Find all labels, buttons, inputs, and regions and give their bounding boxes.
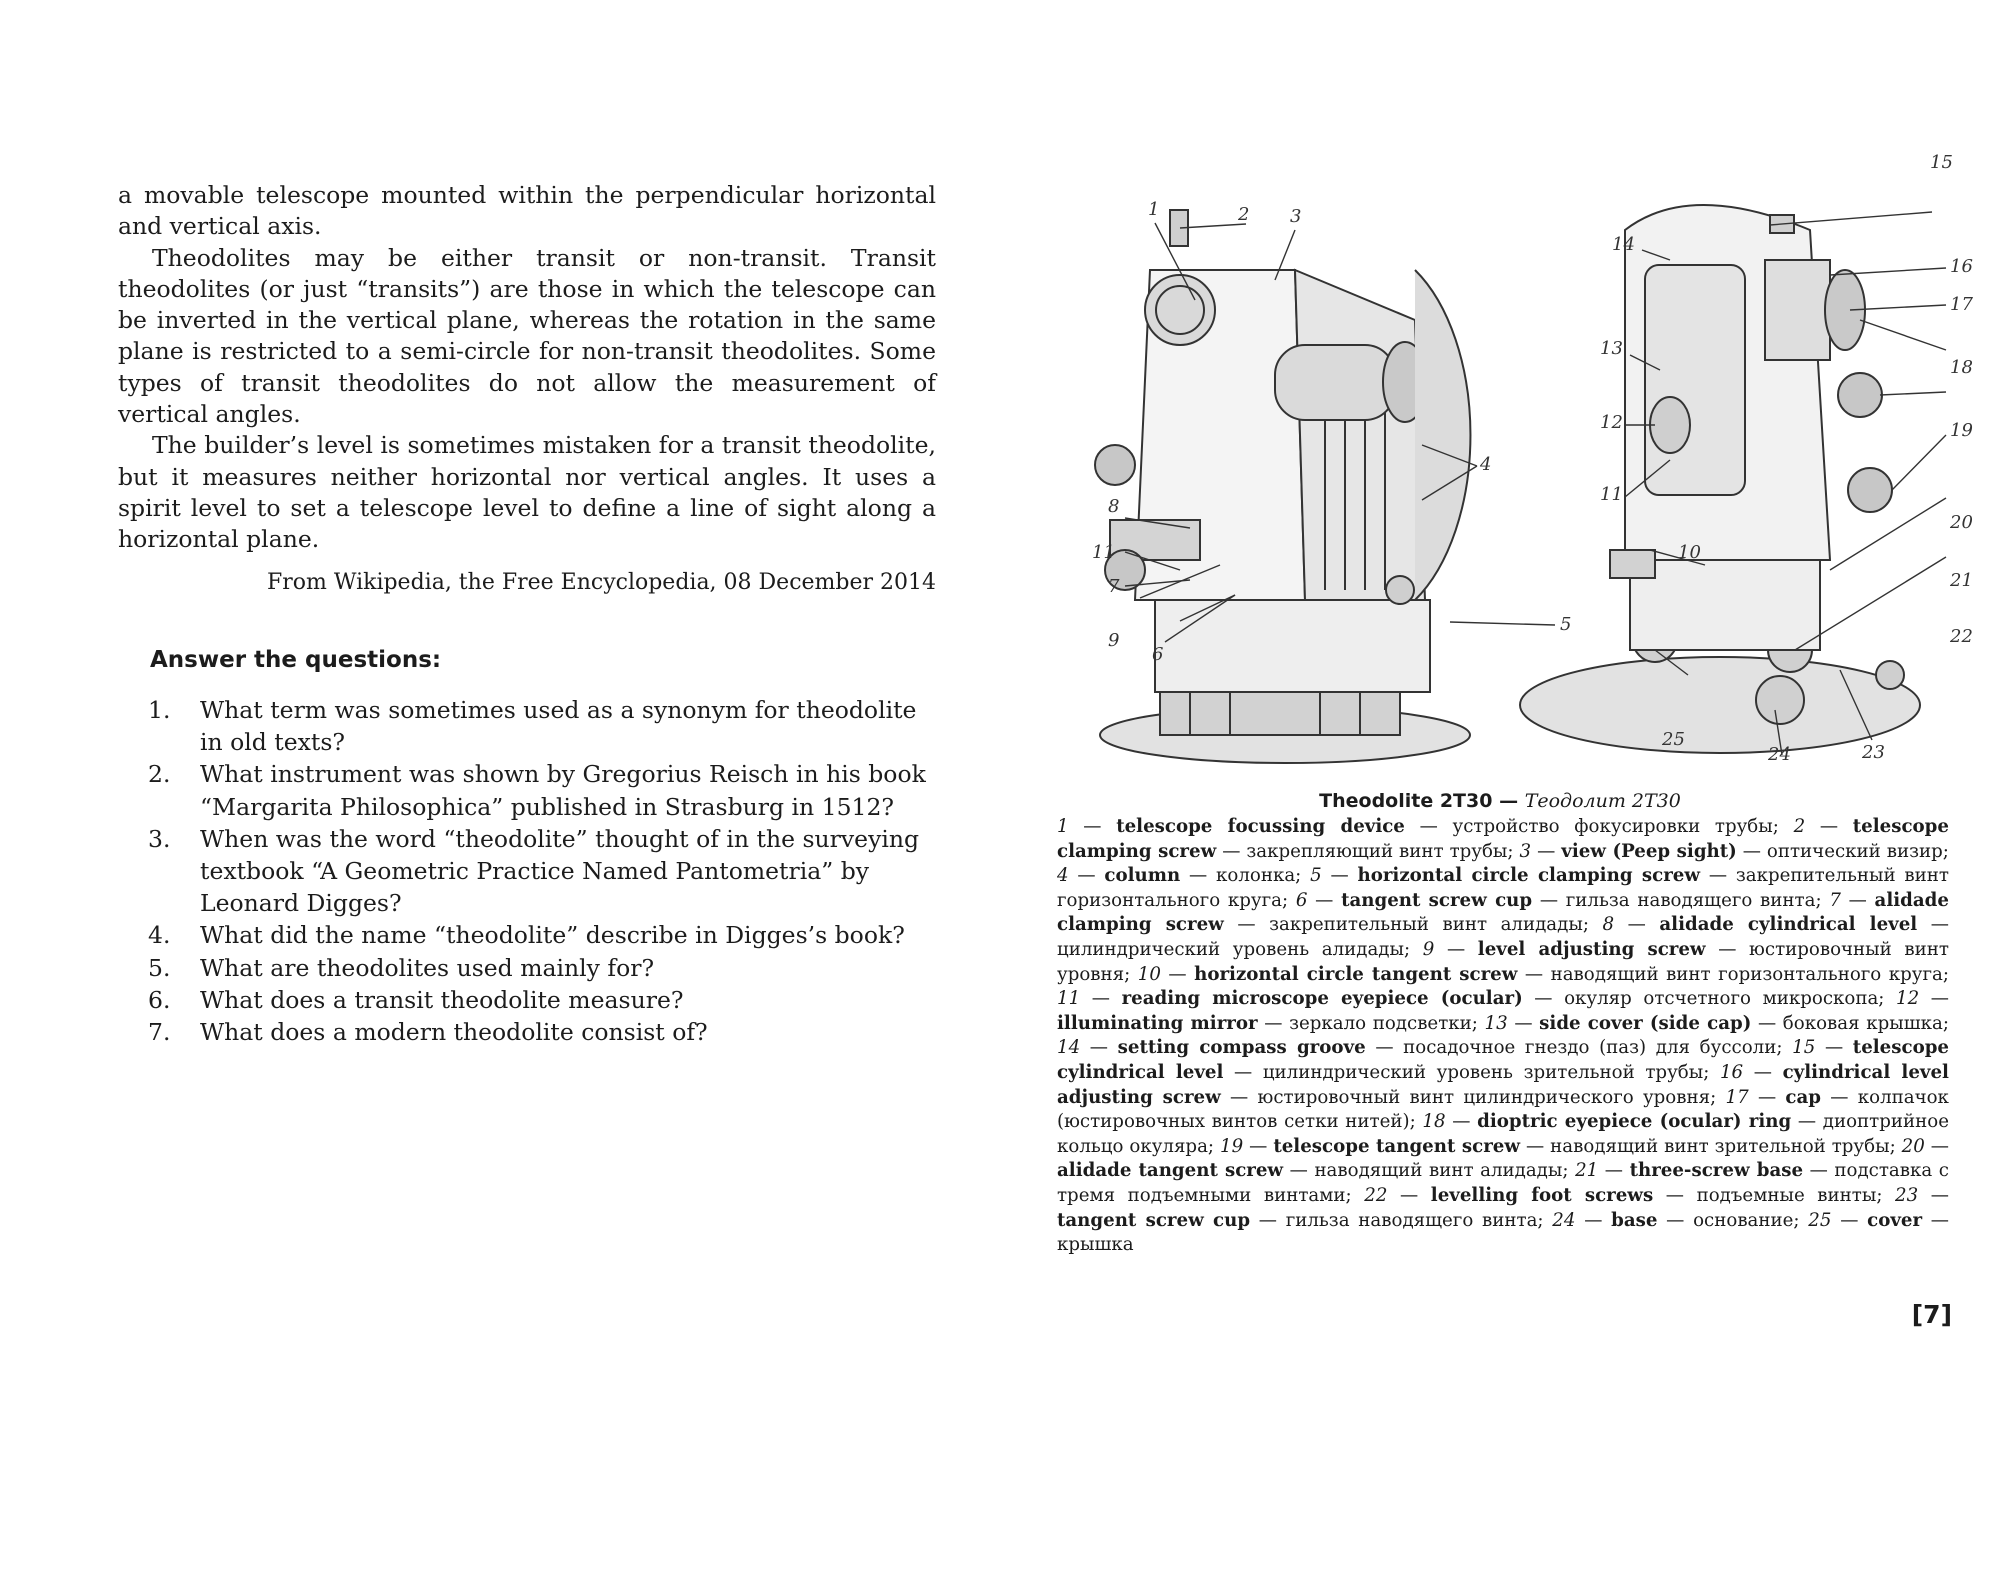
legend-term: telescope clamping screw <box>1057 816 1949 862</box>
paragraph-1: a movable telescope mounted within the perpendicular horizontal and vertical axis. <box>118 181 936 241</box>
legend-entry: 4 — column — колонка; <box>1057 865 1311 887</box>
legend-number: 7 <box>1829 889 1841 911</box>
legend-entry: 7 — alidade clamping screw — закрепительный винт алидады; <box>1057 889 1949 936</box>
legend-term: dioptric eyepiece (ocular) ring <box>1477 1111 1792 1133</box>
source-citation: From Wikipedia, the Free Encyclopedia, 08 December 2014 <box>266 570 936 595</box>
question-number: 3. <box>148 824 171 853</box>
legend-number: 25 <box>1808 1209 1832 1231</box>
question-number: 2. <box>148 760 171 789</box>
callout-8: 8 <box>1108 496 1120 517</box>
legend-term: reading microscope eyepiece (ocular) <box>1121 988 1523 1010</box>
callout-1: 1 <box>1148 199 1160 220</box>
right-page <box>1000 0 2000 1594</box>
legend-translation: зеркало подсветки <box>1289 1012 1472 1034</box>
legend-entry: 20 — alidade tangent screw — наводящий винт алидады; <box>1057 1135 1949 1182</box>
callout-20: 20 <box>1950 512 1973 533</box>
legend-translation: устройство фокусировки трубы <box>1452 816 1773 837</box>
callout-4: 4 <box>1480 454 1492 475</box>
legend-term: telescope tangent screw <box>1273 1135 1520 1157</box>
legend-entry: 24 — base — основание; <box>1552 1209 1809 1231</box>
callout-12: 12 <box>1600 412 1623 433</box>
legend-number: 2 <box>1793 816 1806 837</box>
back-base-plate <box>1520 657 1920 753</box>
legend-term: horizontal circle tangent screw <box>1194 963 1518 985</box>
legend-term: tangent screw cup <box>1057 1209 1251 1231</box>
question-number: 1. <box>148 696 171 724</box>
legend-entry: 14 — setting compass groove — посадочное гнездо (паз) для буссоли; <box>1057 1037 1793 1059</box>
legend-entry: 1 — telescope focussing device — устройство фокусировки трубы; <box>1057 816 1794 837</box>
caption-separator: — <box>1492 790 1525 812</box>
legend-number: 10 <box>1137 963 1161 985</box>
question-item <box>148 952 938 984</box>
theodolite-back-view <box>1520 205 1920 753</box>
legend-term: telescope focussing device <box>1116 816 1405 837</box>
legend-translation: наводящий винт зрительной трубы <box>1550 1135 1890 1157</box>
legend-entry: 18 — dioptric eyepiece (ocular) ring — диоптрийное кольцо окуляра; <box>1057 1111 1949 1157</box>
legend-translation: гильза наводящего винта <box>1565 889 1816 911</box>
vertical-circle-housing <box>1415 270 1470 600</box>
callout-25: 25 <box>1662 729 1685 750</box>
legend-entry: 6 — tangent screw cup — гильза наводящего винта; <box>1295 889 1830 911</box>
theodolite-front-view <box>1095 210 1470 763</box>
question-item <box>148 694 938 758</box>
caption-russian: Теодолит 2Т30 <box>1524 790 1681 812</box>
legend-number: 3 <box>1519 840 1532 862</box>
legend-entry: 11 — reading microscope eyepiece (ocular) — окуляр отсчетного микроскопа; <box>1057 988 1897 1010</box>
caption-english: Theodolite 2T30 <box>1319 790 1493 812</box>
legend-entry: 2 — telescope clamping screw — закрепляющий винт трубы; <box>1057 816 1949 862</box>
legend-number: 5 <box>1310 865 1322 887</box>
callout-2: 2 <box>1238 204 1250 225</box>
question-item <box>148 919 938 951</box>
legend-entry: 23 — tangent screw cup — гильза наводящего винта; <box>1057 1184 1949 1231</box>
legend-translation: подъемные винты <box>1696 1184 1877 1206</box>
legend-number: 20 <box>1901 1135 1925 1157</box>
legend-entry: 13 — side cover (side cap) — боковая крышка; <box>1484 1012 1949 1034</box>
legend-number: 12 <box>1896 988 1920 1010</box>
legend-entry: 3 — view (Peep sight) — оптический визир; <box>1519 840 1949 862</box>
legend-term: level adjusting screw <box>1477 938 1706 960</box>
callout-7: 7 <box>1108 576 1120 597</box>
legend-translation: крышка <box>1057 1234 1134 1256</box>
legend-number: 1 <box>1057 816 1069 837</box>
legend-translation: основание <box>1693 1209 1794 1231</box>
legend-entry: 8 — alidade cylindrical level — цилиндрический уровень алидады; <box>1057 914 1949 960</box>
legend-entry: 17 — cap — колпачок (юстировочных винтов сетки нитей); <box>1057 1086 1949 1133</box>
legend-translation: наводящий винт алидады <box>1314 1160 1563 1182</box>
callout-23: 23 <box>1862 742 1885 763</box>
legend-number: 11 <box>1057 988 1081 1010</box>
legend-number: 22 <box>1364 1184 1388 1206</box>
back-three-screw-base <box>1630 560 1820 650</box>
legend-term: three-screw base <box>1629 1160 1804 1182</box>
legend-number: 9 <box>1422 938 1435 960</box>
callout-5: 5 <box>1560 614 1572 635</box>
legend-number: 19 <box>1220 1135 1244 1157</box>
legend-number: 21 <box>1575 1160 1599 1182</box>
theodolite-drawing <box>1070 152 1990 770</box>
legend-number: 16 <box>1719 1061 1744 1083</box>
legend-translation: юстировочный винт уровня <box>1057 938 1949 985</box>
legend-translation: закрепительный винт горизонтального круга <box>1057 865 1949 911</box>
telescope <box>1275 345 1395 420</box>
legend-translation: закрепляющий винт трубы <box>1246 840 1508 862</box>
question-number: 4. <box>148 921 171 950</box>
questions-heading: Answer the questions: <box>150 647 442 673</box>
legend-translation: подставка с тремя подъемными винтами <box>1057 1160 1949 1206</box>
legend-number: 23 <box>1895 1184 1919 1206</box>
callout-9: 9 <box>1108 630 1120 651</box>
question-text: What did the name “theodolite” describe in Digges’s book? <box>200 921 905 950</box>
question-text: What instrument was shown by Gregorius Reisch in his book “Margarita Philosophica” published in Strasburg in 1512? <box>200 760 926 821</box>
legend-translation: колонка <box>1216 865 1296 887</box>
side-cover <box>1645 265 1745 495</box>
legend-number: 8 <box>1602 914 1615 936</box>
page-number: [7] <box>1911 1300 1952 1329</box>
legend-entry: 12 — illuminating mirror — зеркало подсветки; <box>1057 988 1949 1034</box>
telescope-back <box>1765 260 1830 360</box>
callout-15: 15 <box>1930 152 1953 173</box>
legend-number: 15 <box>1792 1037 1816 1059</box>
legend-translation: цилиндрический уровень зрительной трубы <box>1262 1061 1704 1083</box>
callout-22: 22 <box>1950 626 1973 647</box>
question-number: 6. <box>148 985 171 1014</box>
legend-translation: колпачок (юстировочных винтов сетки нитей) <box>1057 1086 1949 1133</box>
question-text: What does a modern theodolite consist of? <box>200 1018 708 1047</box>
legend-term: cylindrical level adjusting screw <box>1057 1061 1949 1108</box>
legend-translation: оптический визир <box>1766 840 1943 862</box>
callout-16: 16 <box>1950 256 1973 277</box>
callout-21: 21 <box>1950 570 1973 591</box>
legend-entry: 9 — level adjusting screw — юстировочный винт уровня; <box>1057 938 1949 985</box>
legend-term: cover <box>1867 1209 1923 1231</box>
question-item <box>148 758 938 822</box>
legend-number: 14 <box>1057 1037 1081 1059</box>
legend-number: 6 <box>1295 889 1308 911</box>
legend-entry: 19 — telescope tangent screw — наводящий винт зрительной трубы; <box>1220 1135 1902 1157</box>
paragraph-3: The builder’s level is sometimes mistaken for a transit theodolite, but it measures neither horizontal nor vertical angles. It uses a spirit level to set a telescope level to define a line of sight along a horizontal plane. <box>118 431 936 554</box>
legend-translation: юстировочный винт цилиндрического уровня <box>1257 1086 1711 1108</box>
question-list <box>148 694 938 1048</box>
callout-6: 6 <box>1152 644 1164 665</box>
legend-entry: 25 — cover — крышка <box>1057 1209 1949 1256</box>
callout-18: 18 <box>1950 357 1973 378</box>
legend-term: illuminating mirror <box>1057 1012 1258 1034</box>
callout-14: 14 <box>1612 234 1635 255</box>
legend-term: cap <box>1785 1086 1821 1108</box>
question-text: What does a transit theodolite measure? <box>200 985 684 1014</box>
legend-entry: 21 — three-screw base — подставка с тремя подъемными винтами; <box>1057 1160 1949 1206</box>
legend-term: levelling foot screws <box>1430 1184 1654 1206</box>
legend-term: setting compass groove <box>1117 1037 1366 1059</box>
legend-number: 13 <box>1484 1012 1508 1034</box>
legend-entry: 22 — levelling foot screws — подъемные винты; <box>1364 1184 1896 1206</box>
question-item <box>148 984 938 1016</box>
theodolite-figure <box>1070 152 1990 770</box>
callout-24: 24 <box>1768 744 1791 765</box>
question-item <box>148 1016 938 1048</box>
legend-translation: цилиндрический уровень алидады <box>1057 938 1404 960</box>
legend-translation: боковая крышка <box>1782 1012 1943 1034</box>
legend-translation: гильза наводящего винта <box>1285 1209 1538 1231</box>
legend-translation: наводящий винт горизонтального круга <box>1550 963 1943 985</box>
callout-17: 17 <box>1950 294 1973 315</box>
figure-caption <box>1000 790 2000 812</box>
legend-term: base <box>1611 1209 1658 1231</box>
question-text: What are theodolites used mainly for? <box>200 953 655 982</box>
legend-translation: посадочное гнездо (паз) для буссоли <box>1403 1037 1777 1059</box>
question-number: 5. <box>148 953 171 982</box>
question-number: 7. <box>148 1018 171 1047</box>
callout-11: 11 <box>1092 542 1115 563</box>
legend-term: alidade cylindrical level <box>1659 914 1918 936</box>
parts-legend <box>1057 815 1949 1258</box>
column <box>1295 270 1425 600</box>
legend-number: 4 <box>1057 865 1069 887</box>
levelling-screws <box>1160 690 1400 735</box>
article-body <box>118 180 936 556</box>
legend-translation: закрепительный винт алидады <box>1269 914 1583 936</box>
legend-entry: 10 — horizontal circle tangent screw — наводящий винт горизонтального круга; <box>1137 963 1949 985</box>
question-item <box>148 823 938 920</box>
legend-term: column <box>1104 865 1181 887</box>
legend-entry: 15 — telescope cylindrical level — цилиндрический уровень зрительной трубы; <box>1057 1037 1949 1083</box>
legend-term: alidade clamping screw <box>1057 889 1949 936</box>
question-text: What term was sometimes used as a synonym for theodolite in old texts? <box>200 696 917 757</box>
callout-11-back: 11 <box>1600 484 1623 505</box>
legend-entry: 16 — cylindrical level adjusting screw — юстировочный винт цилиндрического уровня; <box>1057 1061 1949 1108</box>
callout-13: 13 <box>1600 338 1623 359</box>
question-text: When was the word “theodolite” thought of in the surveying textbook “A Geometric Practice Named Pantometria” by Leonard Digges? <box>200 824 920 918</box>
legend-number: 17 <box>1725 1086 1749 1108</box>
legend-number: 18 <box>1422 1111 1446 1133</box>
legend-term: view (Peep sight) <box>1561 840 1737 862</box>
legend-term: side cover (side cap) <box>1539 1012 1752 1034</box>
legend-translation: диоптрийное кольцо окуляра <box>1057 1111 1949 1157</box>
legend-number: 24 <box>1552 1209 1576 1231</box>
legend-entry: 5 — horizontal circle clamping screw — закрепительный винт горизонтального круга; <box>1057 865 1949 911</box>
legend-term: horizontal circle clamping screw <box>1357 865 1701 887</box>
callout-3: 3 <box>1290 206 1302 227</box>
paragraph-2: Theodolites may be either transit or non-transit. Transit theodolites (or just “transits”) are those in which the telescope can be inverted in the vertical plane, whereas the rotation in the same plane is restricted to a semi-circle for non-transit theodolites. Some types of transit theodolites do not allow the measurement of vertical angles. <box>118 243 936 429</box>
legend-translation: окуляр отсчетного микроскопа <box>1564 988 1879 1010</box>
callout-19: 19 <box>1950 420 1973 441</box>
legend-term: tangent screw cup <box>1341 889 1533 911</box>
callout-10: 10 <box>1678 542 1701 563</box>
legend-term: telescope cylindrical level <box>1057 1037 1949 1083</box>
legend-term: alidade tangent screw <box>1057 1160 1284 1182</box>
